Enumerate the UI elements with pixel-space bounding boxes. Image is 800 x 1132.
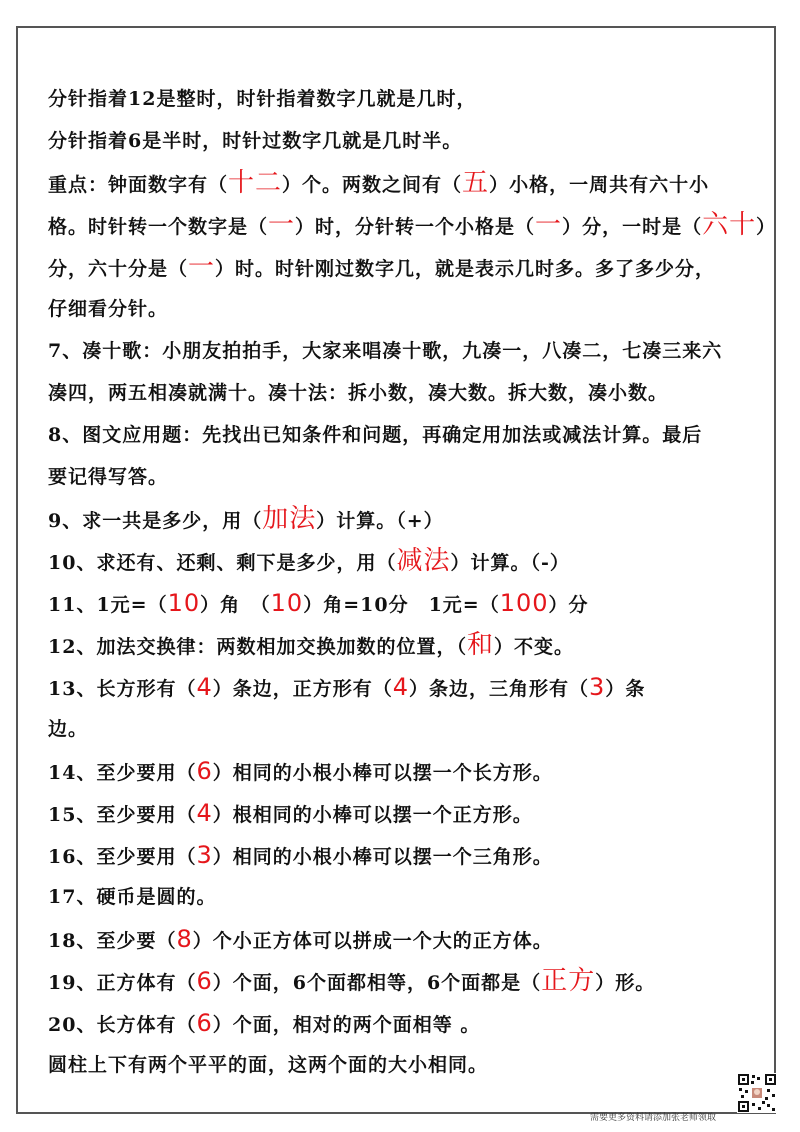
line-text: 20、长方体有（ — [48, 1014, 197, 1036]
text-line-l6 — [48, 288, 763, 330]
line-text: 分，六十分是（ — [48, 258, 189, 280]
line-text: 9、求一共是多少，用（ — [48, 510, 263, 532]
answer: 3 — [589, 673, 606, 701]
answer: 10 — [270, 589, 304, 617]
text-line-l24 — [48, 1044, 763, 1086]
line-text: ）个面，6个面都相等，6个面都是（ — [212, 972, 542, 994]
answer: 4 — [196, 799, 213, 827]
answer: 4 — [392, 673, 410, 701]
answer: 10 — [167, 589, 201, 617]
answer: 加法 — [262, 504, 317, 534]
footer-note: 需要更多资料请添加张老师领取 — [590, 1113, 717, 1123]
line-text: 14、至少要用（ — [48, 762, 197, 784]
text-line-l19 — [48, 834, 763, 876]
text-line-l1 — [48, 78, 763, 120]
line-text: 格。时针转一个数字是（ — [48, 216, 269, 238]
line-text: 11、1元=（ — [48, 594, 168, 616]
line-text: 要记得写答。 — [48, 466, 169, 488]
line-text: ）角 （ — [200, 594, 271, 616]
line-text: ）形。 — [595, 972, 656, 994]
text-line-l22 — [48, 960, 763, 1002]
answer: 减法 — [396, 546, 451, 576]
text-line-l11 — [48, 498, 763, 540]
answer: 6 — [196, 757, 213, 785]
line-text: ）分，一时是（ — [562, 216, 703, 238]
line-text: 18、至少要（ — [48, 930, 177, 952]
text-line-l13 — [48, 582, 763, 624]
line-text: 分针指着6是半时，时针过数字几就是几时半。 — [48, 130, 463, 152]
answer: 4 — [196, 673, 213, 701]
text-line-l9 — [48, 414, 763, 456]
line-text: ）时。时针刚过数字几，就是表示几时多。多了多少分， — [215, 258, 716, 280]
text-line-l17 — [48, 750, 763, 792]
line-text: ） — [756, 216, 777, 238]
line-text: 仔细看分针。 — [48, 298, 169, 320]
answer: 一 — [535, 210, 563, 240]
answer: 一 — [268, 210, 296, 240]
text-line-l23 — [48, 1002, 763, 1044]
line-text: ）计算。（+） — [316, 510, 444, 532]
qr-code-icon — [737, 1073, 777, 1113]
text-line-l8 — [48, 372, 763, 414]
line-text: 8、图文应用题：先找出已知条件和问题，再确定用加法或减法计算。最后 — [48, 424, 703, 446]
line-text: ）个小正方体可以拼成一个大的正方体。 — [192, 930, 553, 952]
text-line-l5 — [48, 246, 763, 288]
line-text: 凑四，两五相凑就满十。凑十法：拆小数，凑大数。拆大数，凑小数。 — [48, 382, 669, 404]
line-text: 19、正方体有（ — [48, 972, 197, 994]
line-text: ）相同的小根小棒可以摆一个三角形。 — [212, 846, 553, 868]
text-line-l4 — [48, 204, 777, 246]
answer: 正方 — [541, 966, 596, 996]
line-text: ）个面，相对的两个面相等 。 — [212, 1014, 481, 1036]
line-text: 12、加法交换律：两数相加交换加数的位置，（ — [48, 636, 467, 658]
answer: 6 — [196, 1009, 213, 1037]
text-line-l21 — [48, 918, 763, 960]
line-text: ）条边，三角形有（ — [409, 678, 590, 700]
answer: 3 — [196, 841, 213, 869]
notes-content — [48, 78, 777, 1086]
answer: 6 — [196, 967, 213, 995]
line-text: 边。 — [48, 718, 89, 740]
line-text: 分针指着12是整时，时针指着数字几就是几时， — [48, 88, 477, 110]
text-line-l12 — [48, 540, 763, 582]
line-text: 16、至少要用（ — [48, 846, 197, 868]
line-text: ）相同的小根小棒可以摆一个长方形。 — [212, 762, 553, 784]
text-line-l15 — [48, 666, 763, 708]
line-text: 10、求还有、还剩、剩下是多少，用（ — [48, 552, 397, 574]
text-line-l18 — [48, 792, 763, 834]
line-text: ）不变。 — [493, 636, 574, 658]
line-text: ）角=10分 1元=（ — [303, 594, 500, 616]
text-line-l2 — [48, 120, 763, 162]
line-text: ）根相同的小棒可以摆一个正方形。 — [212, 804, 533, 826]
answer: 五 — [462, 168, 490, 198]
line-text: ）个。两数之间有（ — [282, 174, 463, 196]
text-line-l16 — [48, 708, 763, 750]
answer: 100 — [499, 589, 549, 617]
line-text: 圆柱上下有两个平平的面，这两个面的大小相同。 — [48, 1054, 489, 1076]
line-text: ）分 — [548, 594, 589, 616]
line-text: ）计算。（-） — [450, 552, 570, 574]
text-line-l7 — [48, 330, 763, 372]
text-line-l10 — [48, 456, 763, 498]
answer: 一 — [188, 252, 216, 282]
line-text: ）小格，一周共有六十小 — [489, 174, 710, 196]
answer: 六十 — [702, 210, 757, 240]
answer: 8 — [176, 925, 193, 953]
text-line-l14 — [48, 624, 763, 666]
answer: 和 — [466, 630, 494, 660]
line-text: 13、长方形有（ — [48, 678, 197, 700]
line-text: 17、硬币是圆的。 — [48, 886, 217, 908]
line-text: ）条边，正方形有（ — [212, 678, 393, 700]
text-line-l20 — [48, 876, 763, 918]
text-line-l3 — [48, 162, 763, 204]
line-text: ）条 — [605, 678, 646, 700]
answer: 十二 — [228, 168, 283, 198]
line-text: 重点：钟面数字有（ — [48, 174, 229, 196]
line-text: ）时，分针转一个小格是（ — [295, 216, 536, 238]
line-text: 7、凑十歌：小朋友拍拍手，大家来唱凑十歌，九凑一，八凑二，七凑三来六 — [48, 340, 723, 362]
line-text: 15、至少要用（ — [48, 804, 197, 826]
